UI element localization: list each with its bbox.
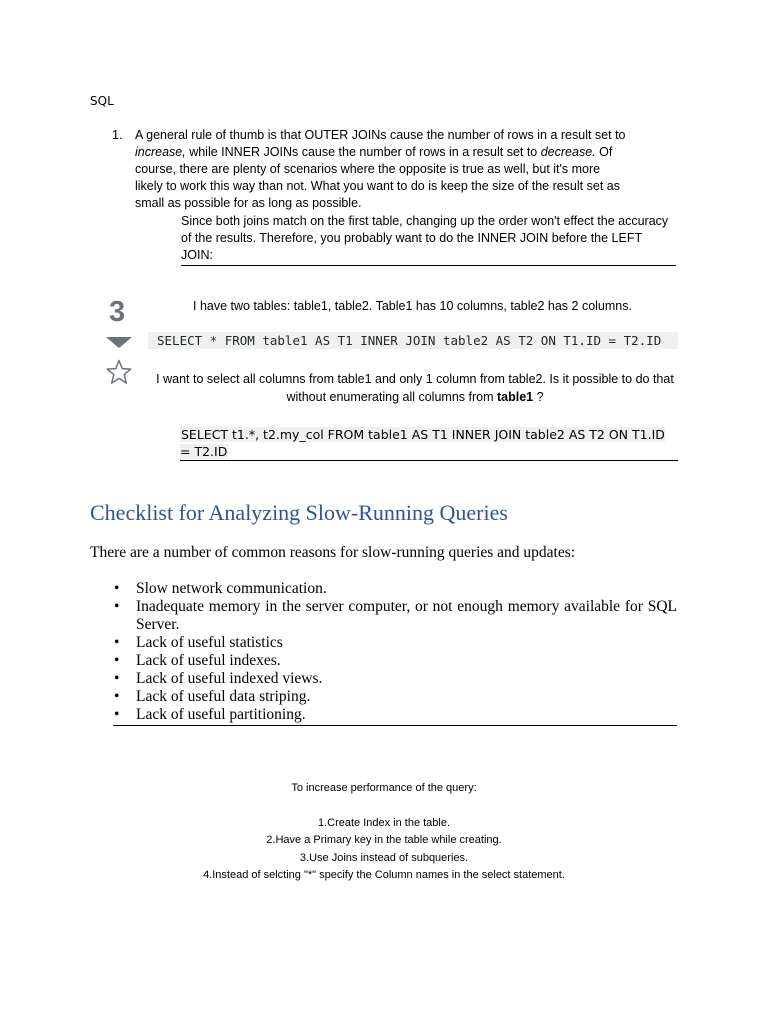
answer-code: SELECT t1.*, t2.my_col FROM table1 AS T1 INNER JOIN table2 AS T2 ON T1.ID = T2.ID: [180, 427, 665, 459]
list-item: • Lack of useful data striping.: [113, 688, 677, 706]
code-block-inner-join: SELECT * FROM table1 AS T1 INNER JOIN table2 AS T2 ON T1.ID = T2.ID: [148, 332, 678, 349]
question-text-2: [145, 370, 685, 406]
list-item: • Lack of useful indexes.: [113, 652, 677, 670]
performance-step: 4.Instead of selcting "*" specify the Column names in the select statement.: [203, 869, 565, 881]
code-block-answer: [180, 426, 678, 461]
performance-step: 1.Create Index in the table.: [317, 816, 451, 829]
tip-emphasis: decrease.: [540, 145, 596, 159]
performance-tips: [120, 780, 648, 885]
performance-title: To increase performance of the query:: [291, 782, 477, 794]
join-order-tip: [110, 127, 630, 212]
downvote-arrow-icon[interactable]: [106, 337, 132, 348]
checklist-intro: There are a number of common reasons for slow-running queries and updates:: [90, 544, 576, 561]
question-text-part: I want to select all columns from table1 and only 1 column from table2. Is it possible to do that without enumerating all columns from: [156, 372, 674, 404]
tip-text-part: while INNER JOINs cause the number of rows in a result set to: [185, 145, 541, 159]
question-bold-term: table1: [496, 390, 534, 404]
question-text: I have two tables: table1, table2. Table1 has 10 columns, table2 has 2 columns.: [193, 299, 632, 313]
tip-emphasis: increase,: [135, 145, 186, 159]
list-item: • Lack of useful indexed views.: [113, 670, 677, 688]
list-item: • Lack of useful statistics: [113, 634, 677, 652]
performance-step: 2.Have a Primary key in the table while creating.: [266, 834, 502, 846]
favorite-star-icon[interactable]: [106, 359, 132, 390]
list-item: • Lack of useful partitioning.: [113, 706, 677, 724]
vote-count: 3: [109, 296, 126, 328]
checklist-list: [113, 580, 677, 726]
checklist-title: Checklist for Analyzing Slow-Running Queries: [90, 500, 508, 525]
list-number: 1.: [112, 128, 123, 142]
performance-step: 3.Use Joins instead of subqueries.: [299, 851, 469, 864]
section-heading-sql: SQL: [90, 94, 114, 108]
tip-text-part: Of course, there are plenty of scenarios where the opposite is true as well, but it's more likely to work this way than not. What you want to do is keep the size of the result set as small as possible for as long as possible.: [135, 145, 620, 210]
tip-text-part: A general rule of thumb is that OUTER JOINs cause the number of rows in a result set to: [135, 128, 626, 142]
question-text-part: ?: [533, 390, 544, 404]
list-item: • Inadequate memory in the server computer, or not enough memory available for SQL Server.: [113, 598, 677, 634]
join-order-followup: Since both joins match on the first table, changing up the order won't effect the accuracy of the results. Therefore, you probably want to do the INNER JOIN before the LEFT JOIN:: [181, 213, 676, 266]
tip-text: [135, 127, 630, 212]
list-item: • Slow network communication.: [113, 580, 677, 598]
